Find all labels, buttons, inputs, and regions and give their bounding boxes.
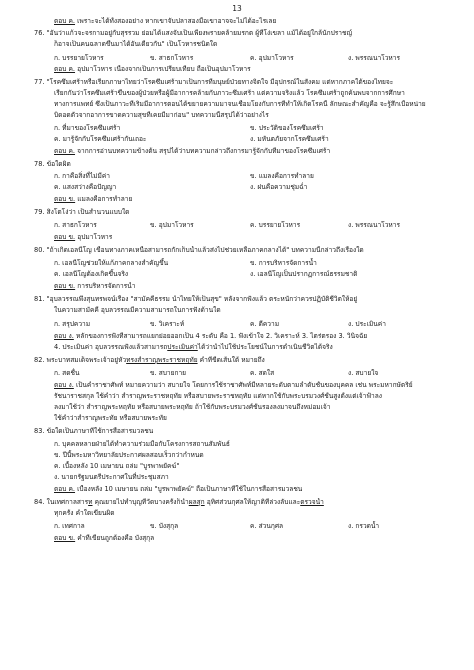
question-number: 79.	[34, 208, 45, 216]
question-underlined: ตรวจน้ำ	[300, 498, 324, 506]
question-underlined: ผลสุก	[188, 498, 205, 506]
answer-text: อุปมาโวหาร เนื่องจากเป็นการเปรียบเทียบ ถือเป็นอุปมาโวหาร	[77, 65, 251, 73]
answer-text: เพราะจะได้ทั้งสองอย่าง หากเขาจับปลาสองมือเขาอาจจะไม่ได้อะไรเลย	[77, 17, 277, 25]
question-text: สิงโตโง่ว่า เป็นสำนวนแบบใด	[46, 208, 130, 216]
answer-text: คำที่เขียนถูกต้องคือ บังสุกุล	[77, 534, 155, 542]
answer-text: จากการอ่านบทความข้างต้น สรุปได้ว่าบทความกล่าวถึงการมารู้จักกับที่มาของโรคซึมเศร้า	[77, 147, 331, 155]
answer-label: ตอบ ค.	[54, 17, 76, 25]
answer-76	[54, 65, 251, 74]
choice-b: ข. สาธกโวหาร	[150, 54, 194, 62]
question-78	[34, 160, 71, 169]
choice-d: ง. มหันตภัยจากโรคซึมเศร้า	[250, 135, 329, 143]
choice-a: ก. สาธกโวหาร	[54, 221, 97, 229]
question-text: ในเทศกาลสาร	[46, 498, 89, 506]
choice-a: ก. กาคือสิ่งที่ไม่มีค่า	[54, 172, 110, 180]
question-79	[34, 208, 129, 217]
answer-label: ตอบ ข.	[54, 195, 76, 203]
question-number: 76.	[34, 29, 45, 37]
answer-83	[54, 485, 302, 494]
choice-a: ก. เทศกาล	[54, 522, 85, 530]
answer-82-line: ลงมาใช้ว่า สำราญพระหฤทัย หรือสบายพระหฤทัย ถ้าใช้กับพระบรมวงศ์ชั้นรองลงมาจนถึงหม่อมเจ้า	[54, 403, 331, 411]
answer-label: ตอบ ค.	[54, 485, 76, 493]
answer-label: ตอบ ง.	[54, 381, 74, 389]
question-81-cont: ในความสามัคคี อุบลวรรณมีความสามารถในการฟังด้านใด	[54, 306, 221, 314]
question-text: ข้อใดเป็นภาษาที่ใช้การสื่อสารมวลชน	[46, 427, 154, 435]
question-77-line: บิดอดตัวจากอาการขาดความสุขที่เคยมีมาก่อน" บทความนี้สรุปได้ว่าอย่างไร	[54, 111, 269, 119]
question-77-line: ทางการแพทย์ ซึ่งเป็นภาวะที่เริ่มมีอาการตอนได้ขยายความมาจนเชื่อมโยงกับการที่ทำให้เกิดโรคนี้ ลักษณะสำคัญคือ จะรู้สึกเบื่อหน่าย	[54, 100, 426, 108]
answer-77	[54, 147, 330, 156]
answer-75	[54, 17, 276, 26]
question-text: "อุบลวรรณพึ่งสุนทรพจน์เรื่อง "สามัคคีธรรม นำไทยให้เป็นสุข" หลังจากฟังแล้ว ตระหนักว่าควรปฏิบัติชีวิตให้อยู่	[46, 295, 358, 303]
answer-label: ตอบ ข.	[54, 282, 76, 290]
choice-b: ข. ปีนี้พระมหาวิทยาลัยประกาศผลสอบเร็วกว่ากำหนด	[54, 451, 204, 459]
choice-b: ข. สบายกาย	[150, 369, 187, 377]
question-84	[34, 498, 324, 507]
question-76-cont: ก็อาจเป็นคนฉลาดขึ้นมาได้อันเดียวกัน" เป็นโวหารชนิดใด	[54, 40, 218, 48]
question-text: "ถ้าเกิดเอลนีโญ เขื่อนทางภาคเหนือสามารถกักเก็บน้ำแล้วส่งไปช่วยเหลือภาคกลางได้" บทความนี้กล่าวถึงเรื่องใด	[46, 246, 364, 254]
answer-text: แมลงคือการทำลาย	[77, 195, 133, 203]
choice-a: ก. สดชื่น	[54, 369, 80, 377]
question-81	[34, 295, 357, 304]
choice-c: ค. เอลนีโญต้องเกิดขึ้นจริง	[54, 270, 129, 278]
question-number: 80.	[34, 246, 45, 254]
question-number: 82.	[34, 356, 45, 364]
question-84-cont: ทุกครั้ง คำใดเขียนผิด	[54, 509, 115, 517]
question-82	[34, 356, 265, 365]
choice-d: ง. สบายใจ	[348, 369, 379, 377]
question-text: "โรคซึมเศร้าหรือเรียกภาษาไทยว่าโรคซึมเศร้ามาเป็นการที่มนุษย์ป่วยทางจิตใจ มีอุปกรณ์ในสังคม แต่หากภาคใต้ของไทยจะ	[46, 78, 394, 86]
answer-text: หลักของการฟังที่สามารถแยกย่อยออกเป็น 4 ระดับ คือ 1. ฟังเข้าใจ 2. วิเคราะห์ 3. ไตร่ตรอง 3. วินิจฉัย	[75, 332, 368, 340]
answer-82-line: ใช้คำว่าสำราญพระทัย หรือสบายพระทัย	[54, 414, 167, 422]
answer-label: ตอบ ค.	[54, 147, 76, 155]
answer-label: ตอบ ค.	[54, 65, 76, 73]
choice-c: ค. ตีความ	[250, 320, 280, 328]
choice-a: ก. บรรยายโวหาร	[54, 54, 104, 62]
choice-b: ข. การบริหารจัดการน้ำ	[250, 259, 317, 267]
explanation-underlined: ประเมินค่า	[167, 343, 198, 351]
choice-b: ข. แมลงคือการทำลาย	[250, 172, 314, 180]
question-83	[34, 427, 153, 436]
answer-label: ตอบ ข.	[54, 534, 76, 542]
choice-b: ข. ประวัติของโรคซึมเศร้า	[250, 124, 324, 132]
question-77	[34, 78, 393, 87]
choice-c: ค. สดใส	[250, 369, 275, 377]
choice-c: ค. อุปมาโวหาร	[250, 54, 294, 62]
choice-c: ค. แสงสว่างคือปัญญา	[54, 183, 117, 191]
question-underlined: ท	[88, 498, 93, 506]
answer-78	[54, 195, 132, 204]
question-text: "อันว่าแก้วจะจรกามอยู่กับสุรรวม ย่อมได้แสงจับเป็นเพียงพรายคล้ายมรกต ผู้ที่โง่เขลา แม้ได้อยู่ใกล้นักปราชญ์	[46, 29, 353, 37]
question-80	[34, 246, 364, 255]
choice-a: ก. ที่มาของโรคซึมเศร้า	[54, 124, 121, 132]
page-number: 13	[232, 4, 242, 13]
answer-81-explanation	[54, 343, 333, 352]
choice-a: ก. บุคคลหลายฝ่ายได้ทำความร่วมมือกับโครงการสถานสัมพันธ์	[54, 440, 230, 448]
choice-c: ค. ส่วนกุศล	[250, 522, 284, 530]
answer-label: ตอบ ง.	[54, 332, 74, 340]
explanation-text: 4. ประเมินค่า อุบลวรรณฟังแล้วสามารถ	[54, 343, 168, 351]
question-text: ข้อใดผิด	[46, 160, 71, 168]
answer-81	[54, 332, 367, 341]
choice-d: ง. ฝนคือความชุ่มฉ่ำ	[250, 183, 308, 191]
question-number: 84.	[34, 498, 45, 506]
choice-b: ข. วิเคราะห์	[150, 320, 185, 328]
answer-82	[54, 381, 413, 390]
answer-text: อุปมาโวหาร	[77, 233, 113, 241]
question-underlined: ทรงสำราญพระราชหฤทัย	[126, 356, 198, 364]
choice-d: ง. เอลนีโญเป็นปรากฏการณ์ธรรมชาติ	[250, 270, 358, 278]
answer-label: ตอบ ข.	[54, 233, 76, 241]
choice-a: ก. สรุปความ	[54, 320, 91, 328]
question-number: 78.	[34, 160, 45, 168]
answer-84	[54, 534, 154, 543]
question-77-line: เรียกกันว่าโรคซึมเศร้าขึ้นของผู้ป่วยหรือผู้มีอาการคล้ายกับภาวะซึมเศร้า แต่ความจริงแล้ว โรคซึมเศร้าถูกค้นพบจากการศึกษา	[54, 89, 405, 97]
answer-text: การบริหารจัดการน้ำ	[77, 282, 136, 290]
choice-a: ก. เอลนีโญช่วยให้แก้ภาคกลางสำคัญขึ้น	[54, 259, 169, 267]
choice-c: ค. เบื้องหลัง 10 เมษายน ถล่ม "บูรพาพยัคฆ์"	[54, 462, 180, 470]
question-text: พระบาทสมเด็จพระเจ้าอยู่หัว	[46, 356, 127, 364]
question-text: อุทิศส่วนกุศลให้ญาติที่ล่วงลับและ	[204, 498, 301, 506]
question-76	[34, 29, 352, 38]
choice-d: ง. นายกรัฐมนตรีประกาศในที่ประชุมสภา	[54, 473, 169, 481]
question-text: คุณยายไปทำบุญที่วัดบางครั้งก็นำ	[92, 498, 189, 506]
choice-b: ข. บังสุกุล	[150, 522, 179, 530]
answer-text: เป็นคำราชาศัพท์ หมายความว่า สบายใจ โดยการใช้ราชาศัพท์มีหลายระดับตามลำดับชั้นของบุคคล เช่น พระมหากษัตริย์	[75, 381, 413, 389]
answer-79	[54, 233, 112, 242]
choice-c: ค. มารู้จักกับโรคซึมเศร้ากันเถอะ	[54, 135, 147, 143]
choice-d: ง. กรวดน้ำ	[348, 522, 380, 530]
choice-b: ข. อุปมาโวหาร	[150, 221, 194, 229]
choice-d: ง. พรรณนาโวหาร	[348, 54, 401, 62]
question-number: 81.	[34, 295, 45, 303]
answer-82-line: รัชนาราชสกุล ใช้คำว่า สำราญพระราชหฤทัย หรือสบายพระราชหฤทัย แต่หากใช้กับพระบรมวงศ์ชั้นสูงตั้งแต่เจ้าฟ้าลง	[54, 392, 382, 400]
answer-text: เบื้องหลัง 10 เมษายน ถล่ม "บูรพาพยัคฆ์" ถือเป็นภาษาที่ใช้ในการสื่อสารมวลชน	[77, 485, 303, 493]
answer-80	[54, 282, 135, 291]
choice-d: ง. พรรณนาโวหาร	[348, 221, 401, 229]
explanation-text: ได้ว่านำไปใช้ประโยชน์ในการดำเนินชีวิตได้จริง	[197, 343, 333, 351]
question-number: 77.	[34, 78, 45, 86]
choice-d: ง. ประเมินค่า	[348, 320, 386, 328]
question-number: 83.	[34, 427, 45, 435]
question-text: คำที่ขีดเส้นใต้ หมายถึง	[197, 356, 265, 364]
choice-c: ค. บรรยายโวหาร	[250, 221, 301, 229]
